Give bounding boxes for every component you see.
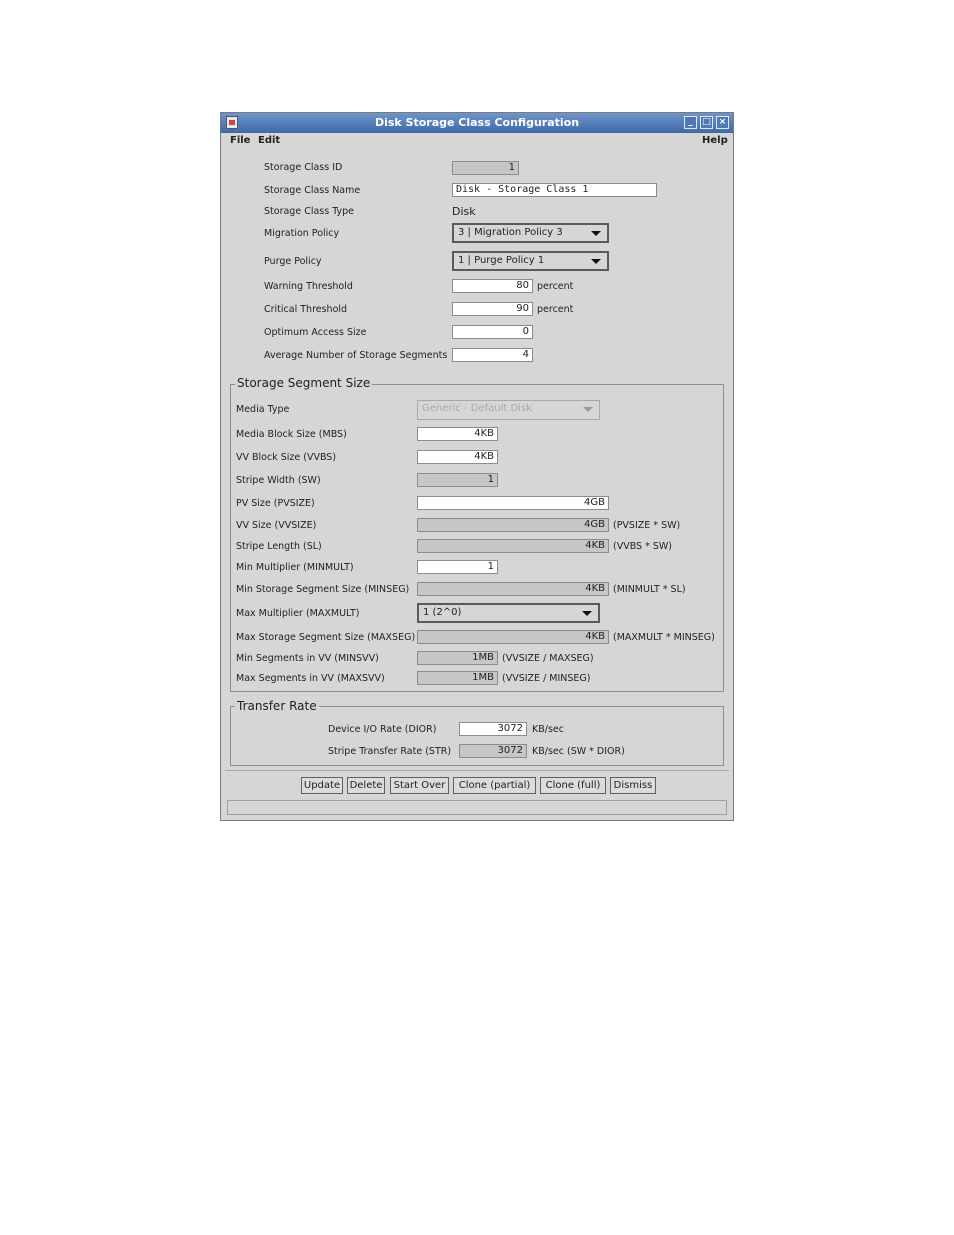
- window-title: Disk Storage Class Configuration: [374, 116, 580, 129]
- minmult-label: Min Multiplier (MINMULT): [236, 562, 354, 573]
- maxseg-formula: (MAXMULT * MINSEG): [613, 632, 715, 643]
- sl-formula: (VVBS * SW): [613, 541, 673, 552]
- minseg-field: 4KB: [417, 582, 609, 596]
- chevron-down-icon: [583, 407, 593, 412]
- minsvv-formula: (VVSIZE / MAXSEG): [502, 653, 594, 664]
- dior-unit: KB/sec: [532, 724, 564, 735]
- critical-threshold-label: Critical Threshold: [264, 304, 348, 315]
- media-type-select: [417, 400, 600, 420]
- storage-class-name-input[interactable]: Disk - Storage Class 1: [452, 183, 657, 197]
- migration-policy-value: 3 | Migration Policy 3: [458, 227, 563, 238]
- vvsize-label: VV Size (VVSIZE): [236, 520, 317, 531]
- maxsvv-field: 1MB: [417, 671, 498, 685]
- storage-class-id-field: 1: [452, 161, 519, 175]
- minimize-icon[interactable]: _: [684, 116, 697, 129]
- vvsize-formula: (PVSIZE * SW): [613, 520, 681, 531]
- update-button[interactable]: Update: [301, 777, 343, 794]
- dismiss-button[interactable]: Dismiss: [610, 777, 656, 794]
- vvsize-field: 4GB: [417, 518, 609, 532]
- critical-threshold-input[interactable]: 90: [452, 302, 533, 316]
- start-over-button[interactable]: Start Over: [390, 777, 449, 794]
- sw-label: Stripe Width (SW): [236, 475, 321, 486]
- maxmult-select[interactable]: [417, 603, 600, 623]
- str-unit: KB/sec (SW * DIOR): [532, 746, 625, 757]
- status-bar: [227, 800, 727, 815]
- minsvv-label: Min Segments in VV (MINSVV): [236, 653, 379, 664]
- avg-storage-segments-label: Average Number of Storage Segments: [264, 350, 448, 361]
- clone-full-button[interactable]: Clone (full): [540, 777, 606, 794]
- sw-field: 1: [417, 473, 498, 487]
- title-bar[interactable]: [221, 113, 733, 133]
- storage-class-name-label: Storage Class Name: [264, 185, 361, 196]
- dialog-window: [220, 112, 734, 821]
- str-field: 3072: [459, 744, 527, 758]
- close-icon[interactable]: ×: [716, 116, 729, 129]
- minmult-input[interactable]: 1: [417, 560, 498, 574]
- optimum-access-size-label: Optimum Access Size: [264, 327, 367, 338]
- vvbs-label: VV Block Size (VVBS): [236, 452, 337, 463]
- storage-segment-size-title: Storage Segment Size: [237, 376, 371, 390]
- clone-partial-button[interactable]: Clone (partial): [453, 777, 536, 794]
- optimum-access-size-input[interactable]: 0: [452, 325, 533, 339]
- pvsize-label: PV Size (PVSIZE): [236, 498, 315, 509]
- chevron-down-icon: [591, 231, 601, 236]
- warning-threshold-unit: percent: [537, 281, 574, 292]
- menu-edit[interactable]: Edit: [258, 135, 281, 146]
- critical-threshold-unit: percent: [537, 304, 574, 315]
- mbs-input[interactable]: 4KB: [417, 427, 498, 441]
- maxmult-value: 1 (2^0): [423, 607, 462, 618]
- migration-policy-select[interactable]: [452, 223, 609, 243]
- sl-field: 4KB: [417, 539, 609, 553]
- dior-input[interactable]: 3072: [459, 722, 527, 736]
- maxmult-label: Max Multiplier (MAXMULT): [236, 608, 360, 619]
- maxseg-label: Max Storage Segment Size (MAXSEG): [236, 632, 416, 643]
- warning-threshold-input[interactable]: 80: [452, 279, 533, 293]
- maxseg-field: 4KB: [417, 630, 609, 644]
- str-label: Stripe Transfer Rate (STR): [328, 746, 452, 757]
- button-separator: [225, 770, 729, 771]
- media-type-label: Media Type: [236, 404, 290, 415]
- dior-label: Device I/O Rate (DIOR): [328, 724, 437, 735]
- storage-class-id-label: Storage Class ID: [264, 162, 343, 173]
- sl-label: Stripe Length (SL): [236, 541, 322, 552]
- minseg-label: Min Storage Segment Size (MINSEG): [236, 584, 410, 595]
- purge-policy-select[interactable]: [452, 251, 609, 271]
- menu-file[interactable]: File: [230, 135, 251, 146]
- maxsvv-formula: (VVSIZE / MINSEG): [502, 673, 591, 684]
- transfer-rate-title: Transfer Rate: [237, 699, 317, 713]
- mbs-label: Media Block Size (MBS): [236, 429, 347, 440]
- maximize-icon[interactable]: □: [700, 116, 713, 129]
- delete-button[interactable]: Delete: [347, 777, 385, 794]
- chevron-down-icon: [591, 259, 601, 264]
- storage-class-type-label: Storage Class Type: [264, 206, 355, 217]
- storage-class-type-value: Disk: [452, 205, 476, 218]
- avg-storage-segments-input[interactable]: 4: [452, 348, 533, 362]
- migration-policy-label: Migration Policy: [264, 228, 340, 239]
- purge-policy-label: Purge Policy: [264, 256, 322, 267]
- warning-threshold-label: Warning Threshold: [264, 281, 353, 292]
- menu-help[interactable]: Help: [702, 135, 728, 146]
- pvsize-input[interactable]: 4GB: [417, 496, 609, 510]
- vvbs-input[interactable]: 4KB: [417, 450, 498, 464]
- minseg-formula: (MINMULT * SL): [613, 584, 686, 595]
- purge-policy-value: 1 | Purge Policy 1: [458, 255, 545, 266]
- media-type-value: Generic - Default Disk: [422, 403, 532, 414]
- maxsvv-label: Max Segments in VV (MAXSVV): [236, 673, 385, 684]
- menu-bar: [221, 133, 733, 149]
- minsvv-field: 1MB: [417, 651, 498, 665]
- chevron-down-icon: [582, 611, 592, 616]
